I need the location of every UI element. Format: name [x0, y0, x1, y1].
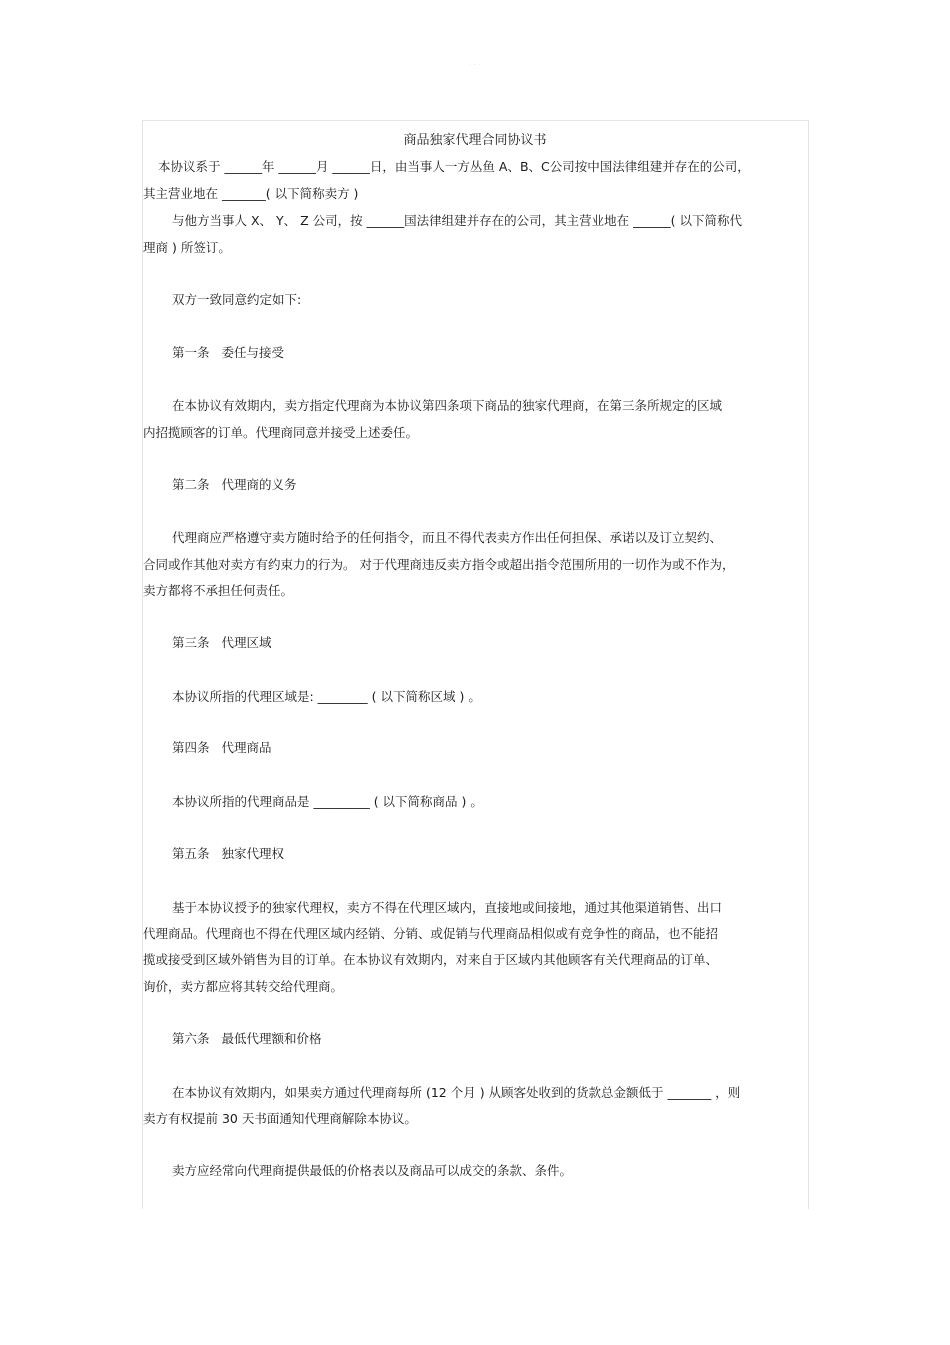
article-number: 第二条	[172, 477, 210, 492]
intro-line: 与他方当事人 X、 Y、 Z 公司，按 ______国法律组建并存在的公司，其主营业地在 ______( 以下简称代	[172, 213, 742, 228]
article-heading	[172, 846, 284, 862]
article-title: 委任与接受	[221, 345, 285, 360]
intro-line: 本协议系于 ______年 ______月 ______日，由当事人一方丛鱼 A、B、C公司按中国法律组建并存在的公司，	[158, 159, 750, 174]
article-text-line: 代理商应严格遵守卖方随时给予的任何指令，而且不得代表卖方作出任何担保、承诺以及订立契约、	[172, 530, 723, 545]
intro-line: 理商 ) 所签订。	[143, 240, 231, 255]
article-heading	[172, 740, 272, 756]
article-text-line: 合同或作其他对卖方有约束力的行为。 对于代理商违反卖方指令或超出指令范围所用的一切作为或不作为，	[143, 557, 735, 572]
article-heading	[172, 635, 272, 651]
article-text-line: 基于本协议授予的独家代理权，卖方不得在代理区域内，直接地或间接地，通过其他渠道销售、出口	[172, 900, 723, 915]
article-number: 第五条	[172, 846, 210, 861]
article-text-line: 卖方有权提前 30 天书面通知代理商解除本协议。	[143, 1111, 417, 1126]
article-heading	[172, 477, 297, 493]
document-title: 商品独家代理合同协议书	[403, 133, 547, 148]
article-text-line: 本协议所指的代理区域是: ________ ( 以下简称区域 ) 。	[172, 689, 481, 704]
article-number: 第三条	[172, 635, 210, 650]
page-header-mark: · · ·	[468, 62, 482, 68]
article-number: 第六条	[172, 1031, 210, 1046]
article-text-line: 在本协议有效期内，如果卖方通过代理商每所 (12 个月 ) 从顾客处收到的货款总金额低于 _______ ，则	[172, 1085, 741, 1100]
article-title: 代理区域	[221, 635, 272, 650]
article-text-line: 内招揽顾客的订单。代理商同意并接受上述委任。	[143, 425, 419, 440]
intro-line: 其主营业地在 _______( 以下简称卖方 )	[143, 186, 359, 201]
article-number: 第四条	[172, 740, 210, 755]
article-heading	[172, 345, 284, 361]
article-text-line: 揽或接受到区域外销售为目的订单。在本协议有效期内，对来自于区域内其他顾客有关代理商品的订单、	[143, 952, 719, 967]
article-text-line: 代理商品。代理商也不得在代理区域内经销、分销、或促销与代理商品相似或有竞争性的商品，也不能招	[143, 926, 719, 941]
article-title: 代理商的义务	[221, 477, 297, 492]
agreement-lead: 双方一致同意约定如下:	[172, 292, 302, 307]
article-text-line: 在本协议有效期内，卖方指定代理商为本协议第四条项下商品的独家代理商，在第三条所规定的区域	[172, 398, 723, 413]
article-text-line: 卖方应经常向代理商提供最低的价格表以及商品可以成交的条款、条件。	[172, 1163, 573, 1178]
article-title: 独家代理权	[221, 846, 285, 861]
article-text-line: 询价，卖方都应将其转交给代理商。	[143, 979, 344, 994]
article-heading	[172, 1031, 322, 1047]
article-text-line: 卖方都将不承担任何责任。	[143, 583, 294, 598]
article-title: 最低代理额和价格	[221, 1031, 322, 1046]
article-number: 第一条	[172, 345, 210, 360]
article-text-line: 本协议所指的代理商品是 _________ ( 以下简称商品 ) 。	[172, 794, 483, 809]
article-title: 代理商品	[221, 740, 272, 755]
